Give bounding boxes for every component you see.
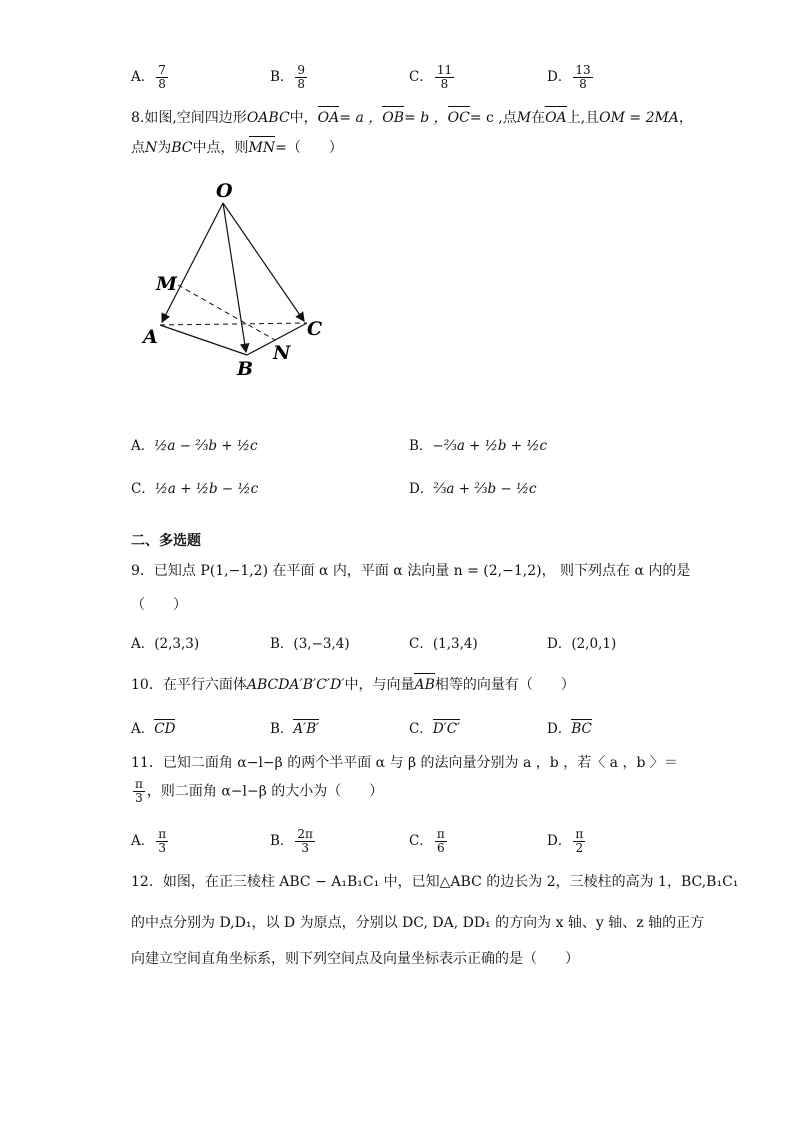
q9-option-a: A．(2,3,3) <box>131 636 200 652</box>
edge-ac-dashed <box>160 323 307 325</box>
q8-option-d: D．⅔a + ⅔b − ½c <box>409 481 537 497</box>
q8-option-c: C．½a + ½b − ½c <box>131 481 259 497</box>
q7-option-b: B． $\frac{9}{8}$ <box>270 63 306 91</box>
q8-stem-line2: 点N为BC中点，则MN=（ ） <box>131 140 343 156</box>
label-m: M <box>156 273 178 295</box>
section-heading-multiple-choice: 二、多选题 <box>131 533 201 549</box>
q9-stem: 9．已知点 P(1,−1,2) 在平面 α 内，平面 α 法向量 n = (2,−1,2)， 则下列点在 α 内的是 <box>131 563 691 579</box>
q10-stem: 10．在平行六面体ABCDA′B′C′D′中，与向量AB相等的向量有（ ） <box>131 677 575 693</box>
q11-option-a: A． $\frac{\pi}{3}$ <box>131 827 167 855</box>
edge-oc <box>223 203 304 321</box>
q11-option-b: B． $\frac{2\pi}{3}$ <box>270 827 313 855</box>
q7-option-d: D． $\frac{13}{8}$ <box>547 63 591 91</box>
label-b: B <box>237 358 254 380</box>
label-a: A <box>143 326 158 348</box>
q8-stem-line1: 8.如图,空间四边形OABC中，OA= a ，OB= b ，OC= c ,点M在OA上,且OM = 2MA， <box>131 110 693 126</box>
q12-stem-line3: 向建立空间直角坐标系，则下列空间点及向量坐标表示正确的是（ ） <box>131 951 579 967</box>
q9-paren: （ ） <box>131 597 187 613</box>
edge-ab <box>160 325 247 355</box>
q9-option-c: C．(1,3,4) <box>409 636 478 652</box>
q9-option-b: B．(3,−3,4) <box>270 636 350 652</box>
q8-option-a: A．½a − ⅔b + ½c <box>131 438 258 454</box>
q11-stem-line1: 11．已知二面角 α−l−β 的两个半平面 α 与 β 的法向量分别为 a ，b ，若〈 a ，b 〉＝ <box>131 755 678 771</box>
q12-stem-line1: 12．如图，在正三棱柱 ABC − A₁B₁C₁ 中，已知△ABC 的边长为 2，三棱柱的高为 1，BC,B₁C₁ <box>131 874 739 890</box>
q8-option-b: B．−⅔a + ½b + ½c <box>409 438 548 454</box>
label-n: N <box>273 342 291 364</box>
q9-option-d: D．(2,0,1) <box>547 636 617 652</box>
q7-option-a: A． $\frac{7}{8}$ <box>131 63 166 91</box>
segment-mn-dashed <box>178 285 275 340</box>
q11-stem-line2: $\frac{\pi}{3}$ ，则二面角 α−l−β 的大小为（ ） <box>135 777 384 805</box>
q8-tetrahedron-figure <box>140 175 340 385</box>
q10-option-d: D．BC <box>547 721 592 737</box>
q11-option-c: C． $\frac{\pi}{6}$ <box>409 827 445 855</box>
edge-ob <box>223 203 246 352</box>
q10-option-a: A．CD <box>131 721 176 737</box>
q10-option-c: C．D′C′ <box>409 721 461 737</box>
label-c: C <box>307 318 323 340</box>
label-o: O <box>216 180 233 202</box>
q11-option-d: D． $\frac{\pi}{2}$ <box>547 827 584 855</box>
q12-stem-line2: 的中点分别为 D,D₁，以 D 为原点，分别以 DC, DA, DD₁ 的方向为 x 轴、y 轴、z 轴的正方 <box>131 915 705 931</box>
q7-option-c: C． $\frac{11}{8}$ <box>409 63 453 91</box>
edge-oa <box>162 203 223 322</box>
q10-option-b: B．A′B′ <box>270 721 320 737</box>
